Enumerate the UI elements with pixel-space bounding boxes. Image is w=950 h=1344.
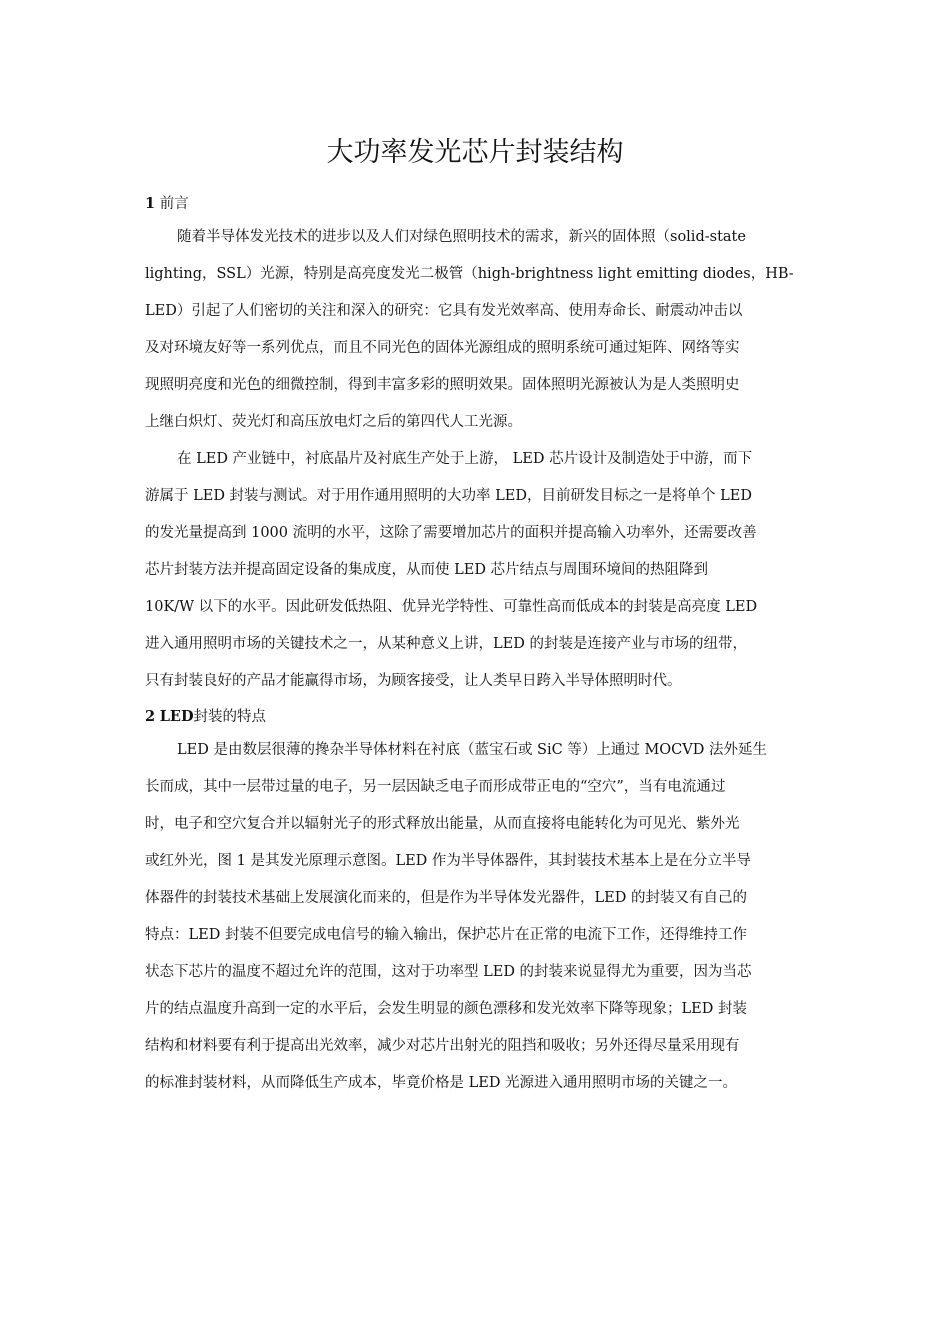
text-line: 片的结点温度升高到一定的水平后，会发生明显的颜色漂移和发光效率下降等现象；LED 封装: [145, 1001, 747, 1017]
paragraph-1-1: [145, 219, 810, 441]
paragraph-2-1: [145, 732, 810, 1102]
section-number: 2: [145, 708, 156, 725]
paragraph-1-2: [145, 441, 810, 700]
text-line: 状态下芯片的温度不超过允许的范围，这对于功率型 LED 的封装来说显得尤为重要，因为当芯: [145, 964, 752, 980]
text-line: 上继白炽灯、荧光灯和高压放电灯之后的第四代人工光源。: [145, 414, 522, 430]
text-line: 长而成，其中一层带过量的电子，另一层因缺乏电子而形成带正电的“空穴”，当有电流通过: [145, 779, 726, 795]
text-line: 芯片封装方法并提高固定设备的集成度，从而使 LED 芯片结点与周围环境间的热阻降到: [145, 562, 709, 578]
section-number: 1: [145, 195, 156, 212]
section-heading-2: [145, 706, 805, 728]
text-line: 现照明亮度和光色的细微控制，得到丰富多彩的照明效果。固体照明光源被认为是人类照明史: [145, 377, 740, 393]
text-line: 结构和材料要有利于提高出光效率，减少对芯片出射光的阻挡和吸收；另外还得尽量采用现有: [145, 1038, 740, 1054]
section-title-bold: LED: [159, 708, 194, 725]
text-line: 的发光量提高到 1000 流明的水平，这除了需要增加芯片的面积并提高输入功率外，还需要改善: [145, 525, 757, 541]
text-line: LED）引起了人们密切的关注和深入的研究：它具有发光效率高、使用寿命长、耐震动冲击以: [145, 303, 743, 319]
text-line: 或红外光，图 1 是其发光原理示意图。LED 作为半导体器件，其封装技术基本上是在分立半导: [145, 853, 751, 869]
document-title: 大功率发光芯片封装结构: [326, 137, 624, 168]
text-line: 特点：LED 封装不但要完成电信号的输入输出，保护芯片在正常的电流下工作，还得维持工作: [145, 927, 747, 943]
text-line: 随着半导体发光技术的进步以及人们对绿色照明技术的需求，新兴的固体照（solid-state: [177, 229, 746, 245]
text-line: 体器件的封装技术基础上发展演化而来的，但是作为半导体发光器件，LED 的封装又有自己的: [145, 890, 747, 906]
text-line: 时，电子和空穴复合并以辐射光子的形式释放出能量，从而直接将电能转化为可见光、紫外光: [145, 816, 740, 832]
text-line: 进入通用照明市场的关键技术之一，从某种意义上讲，LED 的封装是连接产业与市场的纽带，: [145, 636, 747, 652]
text-line: 及对环境友好等一系列优点，而且不同光色的固体光源组成的照明系统可通过矩阵、网络等实: [145, 340, 740, 356]
text-line: LED 是由数层很薄的搀杂半导体材料在衬底（蓝宝石或 SiC 等）上通过 MOCVD 法外延生: [177, 742, 767, 758]
section-title: 封装的特点: [193, 709, 267, 725]
section-heading-1: [145, 193, 805, 215]
text-line: 游属于 LED 封装与测试。对于用作通用照明的大功率 LED，目前研发目标之一是将单个 LED: [145, 488, 752, 504]
text-line: 只有封装良好的产品才能赢得市场，为顾客接受，让人类早日跨入半导体照明时代。: [145, 673, 682, 689]
text-line: 10K/W 以下的水平。因此研发低热阻、优异光学特性、可靠性高而低成本的封装是高亮度 LED: [145, 599, 758, 615]
text-line: 的标准封装材料，从而降低生产成本，毕竟价格是 LED 光源进入通用照明市场的关键之一。: [145, 1075, 738, 1091]
section-title: 前言: [159, 196, 189, 212]
text-line: lighting，SSL）光源，特别是高亮度发光二极管（high-brightness light emitting diodes，HB-: [145, 266, 794, 282]
text-line: 在 LED 产业链中，衬底晶片及衬底生产处于上游， LED 芯片设计及制造处于中游，而下: [177, 451, 753, 467]
